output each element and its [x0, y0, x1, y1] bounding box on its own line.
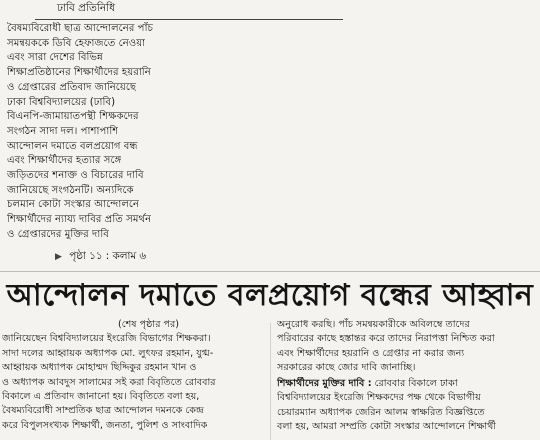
intro-line: সমন্বয়ককে ডিবি হেফাজতে নেওয়া — [7, 37, 146, 49]
intro-line: জড়িতদের শনাক্ত ও বিচারের দাবি — [7, 170, 144, 181]
intro-line: আন্দোলন দমাতে বলপ্রয়োগ বন্ধ — [7, 140, 138, 152]
body-line: এবং শিক্ষার্থীদের হয়রানি ও গ্রেপ্তার না করার জন্য — [277, 347, 465, 359]
headline: আন্দোলন দমাতে বলপ্রয়োগ বন্ধের আহ্বান — [6, 278, 534, 313]
intro-line: এবং শিক্ষার্থীদের হত্যার সঙ্গে — [7, 155, 122, 167]
byline-text: ঢাবি প্রতিনিধি — [57, 2, 116, 14]
intro-line: চলমান কোটা সংস্কার আন্দোলনে — [7, 199, 140, 211]
body-line: আহ্বায়ক অধ্যাপক মোহাম্মদ ছিদ্দিকুর রহমান খান ও — [2, 362, 197, 374]
intro-line: এবং সারা দেশের বিভিন্ন — [7, 52, 103, 64]
body-line: সাদা দলের আহ্বায়ক অধ্যাপক মো. লুৎফর রহমান, যুগ্ম- — [2, 347, 214, 359]
body-line: জানিয়েছেন বিশ্ববিদ্যালয়ের ইংরেজি বিভাগের শিক্ষকরা। — [2, 333, 211, 345]
body-line: পরিবারের কাছে হস্তান্তর করে তাদের নিরাপত্তা নিশ্চিত করা — [277, 333, 495, 345]
intro-line: জানিয়েছে সংগঠনটি। অন্যদিকে — [7, 184, 134, 196]
page-jump[interactable] — [55, 249, 146, 266]
body-line: বৈষম্যবিরোধী সাম্প্রতিক ছাত্র আন্দোলন দমনকে কেন্দ্র — [2, 405, 204, 417]
intro-line: শিক্ষার্থীদের ন্যায্য দাবির প্রতি সমর্থন — [7, 214, 152, 226]
body-line: সরকারের কাছে জোর দাবি জানাচ্ছি। — [277, 362, 416, 374]
section-divider — [0, 271, 540, 272]
intro-line: বৈষম্যবিরোধী ছাত্র আন্দোলনের পাঁচ — [7, 23, 154, 34]
byline — [35, 0, 343, 20]
intro-line: ও গ্রেপ্তারদের মুক্তির দাবি — [7, 228, 109, 240]
subhead-rest: রোববার বিকালে ঢাকা — [371, 378, 458, 389]
body-line: করে বিপুলসংখ্যক শিক্ষার্থী, জনতা, পুলিশ ও সাংবাদিক — [2, 419, 208, 431]
subhead-line — [277, 377, 458, 391]
intro-line: সংগঠন সাদা দল। পাশাপাশি — [7, 125, 119, 137]
page-jump-text: পৃষ্ঠা ১১ : কলাম ৬ — [69, 250, 147, 262]
intro-line: ও গ্রেপ্তারের প্রতিবাদ জানিয়েছে — [7, 81, 137, 93]
column-divider — [270, 323, 271, 440]
intro-line: ঢাকা বিশ্ববিদ্যালয়ের (ঢাবি) — [7, 96, 116, 108]
body-line: অনুরোধ করছি। পাঁচ সমন্বয়কারীকে অবিলম্বে তাদের — [277, 319, 470, 330]
body-line: ও অধ্যাপক আবদুস সালামের সই করা বিবৃতিতে রোববার — [2, 376, 216, 388]
body-line: বলা হয়, আমরা সম্প্রতি কোটা সংস্কার আন্দোলনে শিক্ষার্থী — [277, 421, 497, 433]
body-line: বিকালে এ প্রতিবাদ জানানো হয়। বিবৃতিতে বলা হয়, — [2, 391, 200, 402]
intro-line: শিক্ষাপ্রতিষ্ঠানের শিক্ষার্থীদের হয়রানি — [7, 67, 151, 79]
body-line: বিশ্ববিদ্যালয়ের ইংরেজি শিক্ষকদের পক্ষ থেকে বিভাগীয় — [277, 392, 481, 404]
body-line: চেয়ারম্যান অধ্যাপক জেরিন আলম স্বাক্ষরিত বিজ্ঞপ্তিতে — [277, 406, 485, 418]
subhead: শিক্ষার্থীদের মুক্তির দাবি : — [277, 378, 372, 389]
intro-line: বিএনপি-জামায়াতপন্থী শিক্ষকদের — [7, 111, 139, 123]
continuation-label: (শেষ পৃষ্ঠার পর) — [118, 319, 180, 330]
triangle-right-icon: ▶ — [55, 252, 62, 262]
